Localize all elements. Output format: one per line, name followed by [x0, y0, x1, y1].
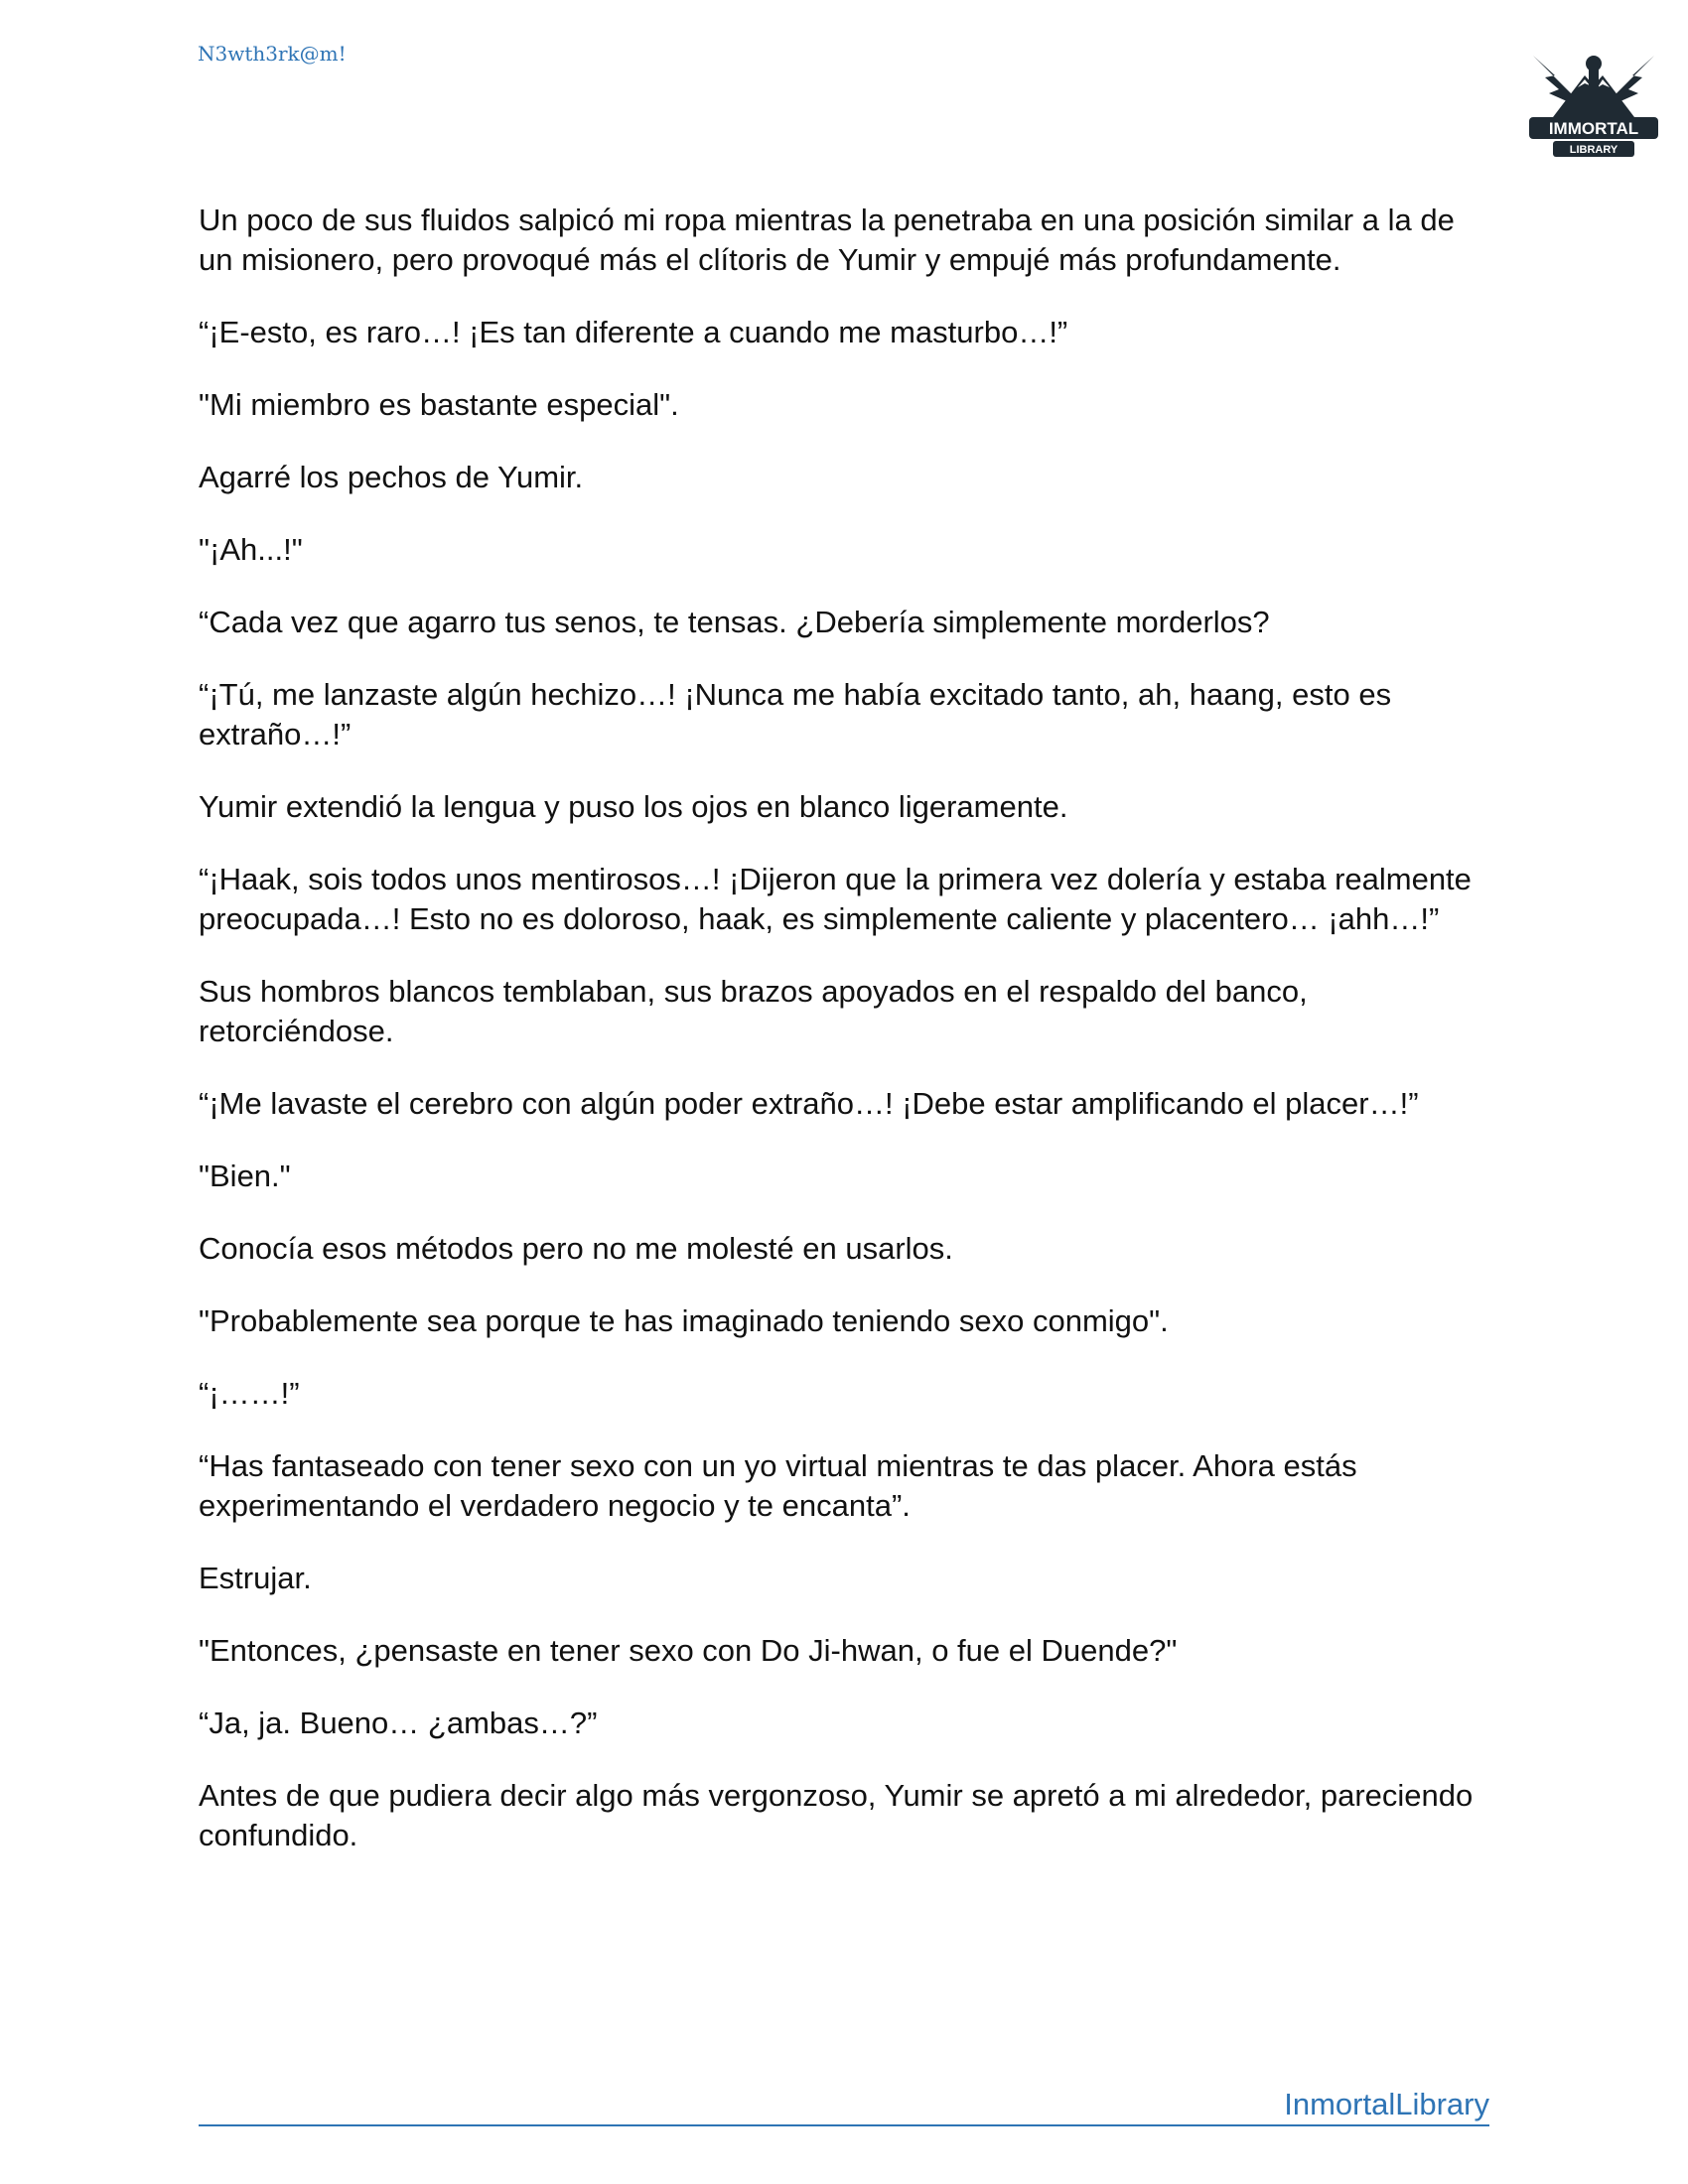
- paragraph: Antes de que pudiera decir algo más vergonzoso, Yumir se apretó a mi alrededor, pareciendo confundido.: [199, 1778, 1474, 1852]
- footer-rule: [199, 2085, 1489, 2126]
- paragraph: Estrujar.: [199, 1561, 312, 1595]
- immortal-library-logo-icon: [1523, 36, 1664, 165]
- paragraph: “¡……!”: [199, 1376, 300, 1411]
- paragraph: “Cada vez que agarro tus senos, te tensas. ¿Debería simplemente morderlos?: [199, 605, 1270, 639]
- paragraph: Un poco de sus fluidos salpicó mi ropa mientras la penetraba en una posición similar a la de un misionero, pero provoqué más el clítoris de Yumir y empujé más profundamente.: [199, 203, 1455, 277]
- paragraph: “¡Haak, sois todos unos mentirosos…! ¡Dijeron que la primera vez dolería y estaba realmente preocupada…! Esto no es doloroso, haak, es simplemente caliente y placentero… ¡ahh…!”: [199, 862, 1472, 936]
- paragraph: Sus hombros blancos temblaban, sus brazos apoyados en el respaldo del banco, retorciéndose.: [199, 974, 1308, 1048]
- paragraph: "Probablemente sea porque te has imaginado teniendo sexo conmigo".: [199, 1303, 1169, 1338]
- paragraph: "¡Ah...!": [199, 532, 303, 567]
- footer-site-link[interactable]: InmortalLibrary: [1284, 2087, 1489, 2121]
- logo-line1: IMMORTAL: [1548, 119, 1639, 138]
- paragraph: "Bien.": [199, 1159, 291, 1193]
- paragraph: “¡Tú, me lanzaste algún hechizo…! ¡Nunca me había excitado tanto, ah, haang, esto es extraño…!”: [199, 677, 1392, 751]
- paragraph: Agarré los pechos de Yumir.: [199, 460, 584, 494]
- paragraph: Conocía esos métodos pero no me molesté en usarlos.: [199, 1231, 953, 1266]
- paragraph: “¡Me lavaste el cerebro con algún poder extraño…! ¡Debe estar amplificando el placer…!”: [199, 1086, 1419, 1121]
- paragraph: "Mi miembro es bastante especial".: [199, 387, 679, 422]
- paragraph: "Entonces, ¿pensaste en tener sexo con Do Ji-hwan, o fue el Duende?": [199, 1633, 1178, 1668]
- header-watermark: N3wth3rk@m!: [198, 42, 347, 66]
- logo-line2: LIBRARY: [1569, 144, 1618, 156]
- paragraph: “Has fantaseado con tener sexo con un yo virtual mientras te das placer. Ahora estás experimentando el verdadero negocio y te encanta”.: [199, 1448, 1357, 1523]
- paragraph: “Ja, ja. Bueno… ¿ambas…?”: [199, 1706, 598, 1740]
- paragraph: Yumir extendió la lengua y puso los ojos en blanco ligeramente.: [199, 789, 1068, 824]
- body-text: [199, 201, 1489, 1888]
- paragraph: “¡E-esto, es raro…! ¡Es tan diferente a cuando me masturbo…!”: [199, 315, 1068, 349]
